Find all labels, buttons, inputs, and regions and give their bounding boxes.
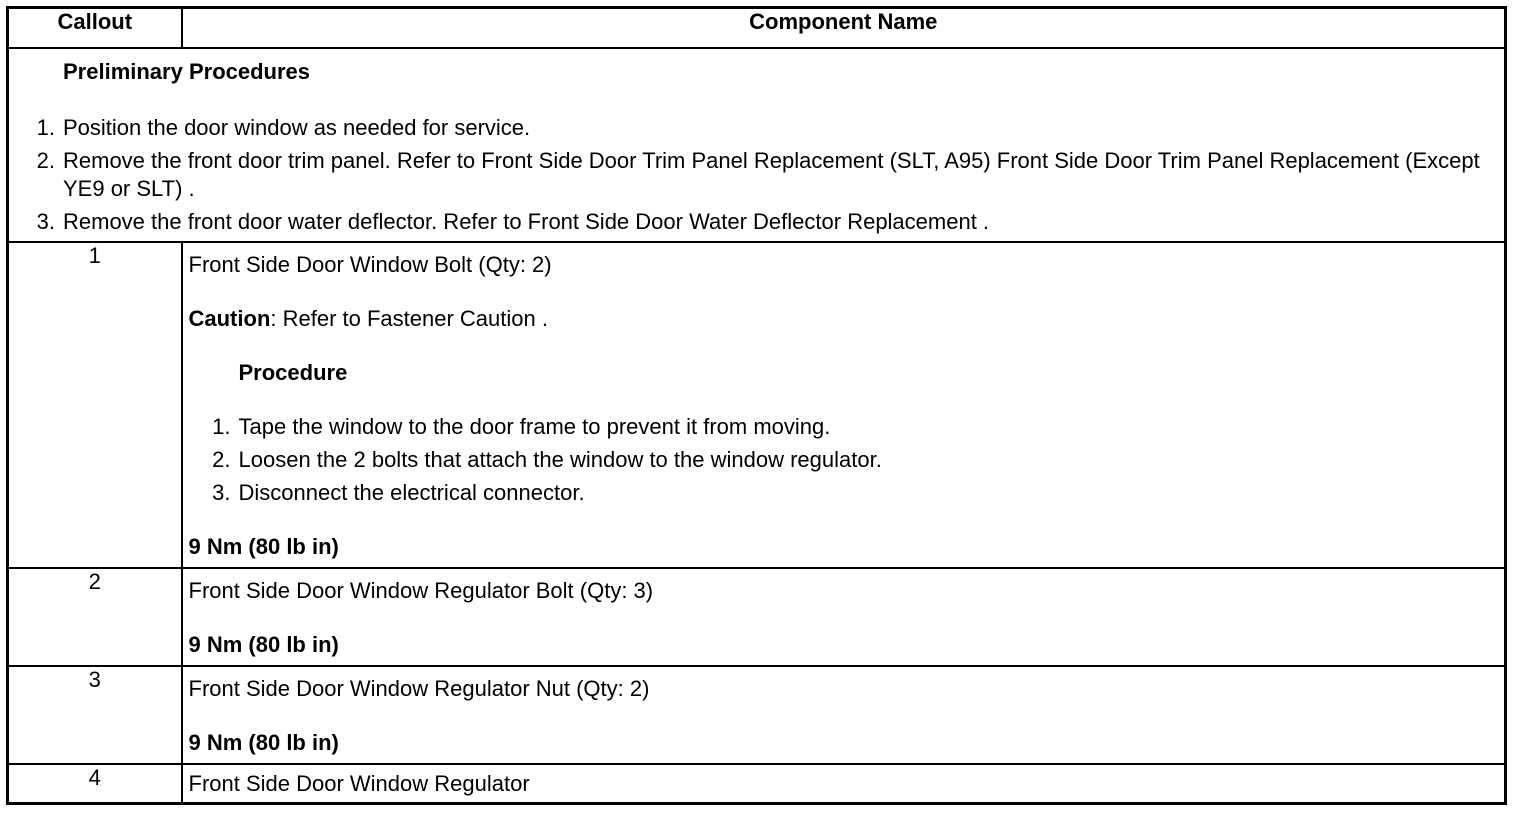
procedure-steps xyxy=(189,413,1499,507)
preliminary-step xyxy=(9,147,1504,203)
callout-cell: 3 xyxy=(8,666,182,764)
component-cell xyxy=(182,242,1506,568)
step-text: Disconnect the electrical connector. xyxy=(238,480,585,505)
step-text: Tape the window to the door frame to prevent it from moving. xyxy=(238,414,831,439)
procedure-step xyxy=(189,446,1499,474)
torque-spec: 9 Nm (80 lb in) xyxy=(188,534,339,559)
component-table xyxy=(6,6,1507,805)
step-number: 2. xyxy=(212,447,231,472)
preliminary-step xyxy=(9,208,1504,236)
step-number: 3. xyxy=(212,480,231,505)
procedure-step xyxy=(189,413,1499,441)
step-number: 1. xyxy=(212,414,231,439)
component-cell xyxy=(182,666,1506,764)
component-name: Front Side Door Window Regulator xyxy=(188,771,530,796)
callout-header: Callout xyxy=(8,8,182,49)
component-name: Front Side Door Window Regulator Bolt (Qty: 3) xyxy=(188,578,654,603)
caution-text: : Refer to Fastener Caution . xyxy=(270,306,548,331)
component-cell xyxy=(182,764,1506,804)
preliminary-cell xyxy=(8,48,1506,242)
component-name: Front Side Door Window Regulator Nut (Qty: 2) xyxy=(188,676,650,701)
caution-label: Caution xyxy=(188,306,271,331)
callout-cell: 4 xyxy=(8,764,182,804)
component-name-header: Component Name xyxy=(182,8,1506,49)
callout-cell: 2 xyxy=(8,568,182,666)
preliminary-title: Preliminary Procedures xyxy=(63,59,311,84)
torque-spec: 9 Nm (80 lb in) xyxy=(188,730,339,755)
procedure-step xyxy=(189,479,1499,507)
step-text: Remove the front door trim panel. Refer to Front Side Door Trim Panel Replacement (SLT, A95) Front Side Door Trim Panel Replacement (Except YE9 or SLT) . xyxy=(63,148,1480,201)
table-row xyxy=(8,568,1506,666)
preliminary-row xyxy=(8,48,1506,242)
step-text: Position the door window as needed for service. xyxy=(63,115,531,140)
component-name: Front Side Door Window Bolt (Qty: 2) xyxy=(188,252,552,277)
table-row xyxy=(8,764,1506,804)
preliminary-step xyxy=(9,114,1504,142)
component-cell xyxy=(182,568,1506,666)
caution-note xyxy=(189,305,1499,333)
step-number: 1. xyxy=(36,115,55,140)
step-text: Loosen the 2 bolts that attach the window to the window regulator. xyxy=(238,447,882,472)
step-text: Remove the front door water deflector. Refer to Front Side Door Water Deflector Replacement . xyxy=(63,209,990,234)
callout-cell: 1 xyxy=(8,242,182,568)
preliminary-steps xyxy=(9,114,1504,236)
table-row xyxy=(8,666,1506,764)
procedure-title: Procedure xyxy=(238,360,348,385)
step-number: 3. xyxy=(36,209,55,234)
table-row xyxy=(8,242,1506,568)
header-row xyxy=(8,8,1506,49)
step-number: 2. xyxy=(36,148,55,173)
torque-spec: 9 Nm (80 lb in) xyxy=(188,632,339,657)
